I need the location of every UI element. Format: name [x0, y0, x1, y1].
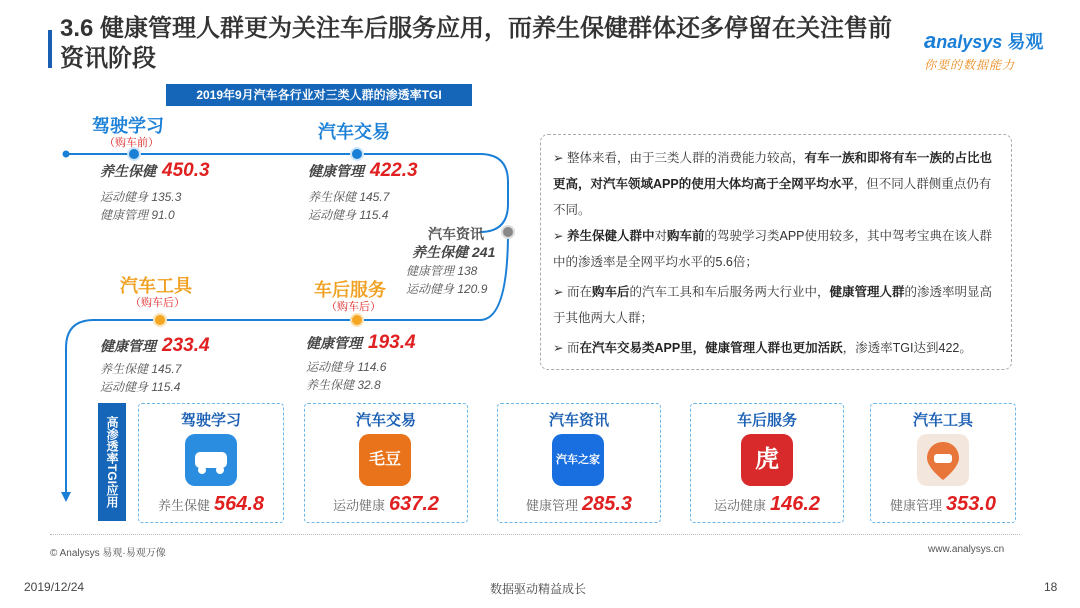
app-card-aftersale: 车后服务 虎 运动健康 146.2 [690, 403, 844, 523]
summary-box [540, 134, 1012, 370]
node-tool-name: 汽车工具 [120, 276, 192, 296]
node-trade-secondary: 养生保健 145.7 运动健身 115.4 [308, 190, 390, 222]
node-driving-secondary: 运动健身 135.3 健康管理 91.0 [100, 190, 182, 222]
tiger-app-icon: 虎 [741, 434, 793, 486]
car-app-icon [185, 434, 237, 486]
node-driving-note: （购车前） [104, 137, 159, 149]
autohome-app-icon: 汽车之家 [552, 434, 604, 486]
node-driving-lead: 养生保健 450.3 [100, 160, 210, 181]
app-card-trade: 汽车交易 毛豆 运动健康 637.2 [304, 403, 468, 523]
car-tool-app-icon [917, 434, 969, 486]
app-card-tool: 汽车工具 健康管理 353.0 [870, 403, 1016, 523]
copyright: © Analysys 易观·易观万像 [50, 548, 166, 559]
app-card-driving: 驾驶学习 养生保健 564.8 [138, 403, 284, 523]
timeline-dot-trade [350, 147, 364, 161]
footer-divider [50, 534, 1020, 535]
bullet-2: ➢ 养生保健人群中对购车前的驾驶学习类APP使用较多，其中驾考宝典在该人群中的渗透率是全网平均水平的5.6倍； [553, 229, 993, 269]
timeline-dot-tool [153, 313, 167, 327]
node-aftersale-name: 车后服务 [314, 280, 386, 300]
bullet-4: ➢ 而在汽车交易类APP里，健康管理人群也更加活跃，渗透率TGI达到422。 [553, 341, 972, 355]
node-trade-name: 汽车交易 [318, 122, 390, 142]
timeline-dot-aftersale [350, 313, 364, 327]
node-tool-lead: 健康管理 233.4 [100, 335, 210, 356]
maodou-app-icon: 毛豆 [359, 434, 411, 486]
node-aftersale-note: （购车后） [326, 301, 381, 313]
node-news-lead: 养生保健 241 [412, 244, 496, 260]
node-aftersale-secondary: 运动健身 114.6 养生保健 32.8 [306, 360, 387, 392]
node-tool-secondary: 养生保健 145.7 运动健身 115.4 [100, 362, 182, 394]
analysys-logo: analysys 易观 你要的数据能力 [924, 28, 1044, 72]
page-number: 18 [1044, 580, 1058, 594]
node-news-name: 汽车资讯 [428, 226, 484, 242]
node-driving-name: 驾驶学习 [92, 116, 164, 136]
footer-slogan: 数据驱动精益成长 [490, 582, 587, 596]
bullet-3: ➢ 而在购车后的汽车工具和车后服务两大行业中，健康管理人群的渗透率明显高于其他两大人群； [553, 285, 993, 325]
bullet-1: ➢ 整体来看，由于三类人群的消费能力较高，有车一族和即将有车一族的占比也更高，对汽车领域APP的使用大体均高于全网平均水平，但不同人群侧重点仍有不同。 [553, 151, 992, 217]
chart-title: 2019年9月汽车各行业对三类人群的渗透率TGI [166, 84, 472, 106]
vertical-label: 高渗透率TGI应用 [98, 403, 126, 521]
node-news-secondary: 健康管理 138 运动健身 120.9 [406, 264, 488, 296]
page-title: 3.6 健康管理人群更为关注车后服务应用，而养生保健群体还多停留在关注售前资讯阶段 [60, 15, 893, 72]
node-tool-note: （购车后） [130, 297, 185, 309]
app-card-news: 汽车资讯 汽车之家 健康管理 285.3 [497, 403, 661, 523]
footer-date: 2019/12/24 [24, 580, 85, 594]
timeline-dot-news [501, 225, 515, 239]
website: www.analysys.cn [928, 544, 1005, 555]
node-trade-lead: 健康管理 422.3 [308, 160, 418, 181]
node-aftersale-lead: 健康管理 193.4 [306, 332, 416, 353]
